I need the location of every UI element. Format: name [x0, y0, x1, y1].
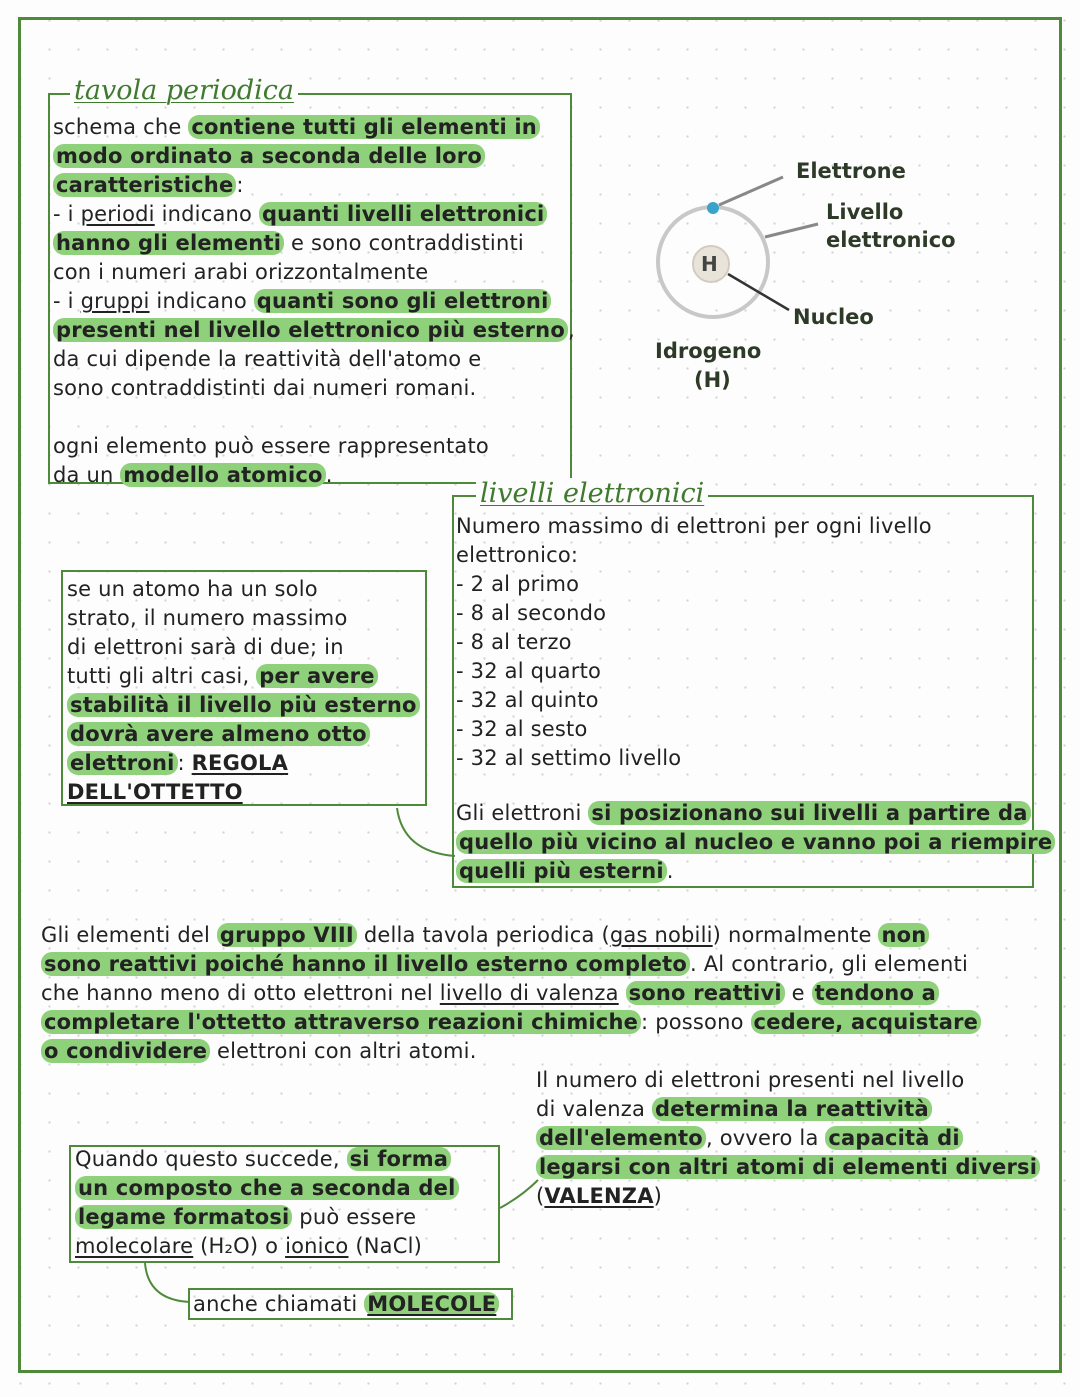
- nucleus-label: Nucleo: [793, 305, 874, 329]
- atom-symbol: (H): [694, 368, 731, 392]
- levels-intro-line2: elettronico:: [456, 543, 579, 567]
- list-item: - 8 al terzo: [456, 630, 572, 654]
- electron-levels-footer: Gli elettroni si posizionano sui livelli a partire da quello più vicino al nucleo e vanno poi a riempire quelli più esterni .: [456, 799, 1055, 886]
- nucleus-symbol: H: [701, 252, 718, 276]
- level-label-line2: elettronico: [826, 228, 956, 252]
- list-item: - 32 al sesto: [456, 717, 588, 741]
- nucleus-pointer: [728, 274, 789, 310]
- connector-compound-molecules: [145, 1263, 190, 1302]
- octet-rule-text: se un atomo ha un solo strato, il numero massimo di elettroni sarà di due; in tutti gli altri casi, per avere stabilità il livello più esterno dovrà avere almeno otto elettroni : REGOLA DELL'OTTETTO: [67, 575, 420, 807]
- electron-pointer: [719, 177, 783, 205]
- list-item: - 32 al settimo livello: [456, 746, 682, 770]
- levels-intro-line1: Numero massimo di elettroni per ogni livello: [456, 514, 932, 538]
- molecules-text: anche chiamati MOLECOLE: [193, 1290, 499, 1319]
- atom-name: Idrogeno: [655, 339, 762, 363]
- level-label-line1: Livello: [826, 200, 904, 224]
- connector-valence-compound: [500, 1180, 538, 1208]
- compound-text: Quando questo succede, si forma un composto che a seconda del legame formatosi può essere molecolare (H₂O) o ionico (NaCl): [75, 1145, 459, 1261]
- connector-octet-levels: [397, 808, 455, 856]
- electron-levels-title: livelli elettronici: [476, 478, 708, 509]
- level-pointer: [765, 224, 818, 237]
- electron-levels-text: [456, 512, 932, 773]
- list-item: - 32 al quinto: [456, 688, 599, 712]
- list-item: - 2 al primo: [456, 572, 580, 596]
- electron-label: Elettrone: [796, 159, 906, 183]
- valence-paragraph: Il numero di elettroni presenti nel livello di valenza determina la reattività dell'elemento , ovvero la capacità di legarsi con altri atomi di elementi diversi (VALENZA): [536, 1066, 1040, 1211]
- list-item: - 32 al quarto: [456, 659, 602, 683]
- periodic-table-title: tavola periodica: [70, 75, 298, 106]
- electron: [707, 202, 719, 214]
- noble-gases-paragraph: Gli elementi del gruppo VIII della tavola periodica (gas nobili) normalmente non sono reattivi poiché hanno il livello esterno completo . Al contrario, gli elementi che hanno meno di otto elettroni nel livello di valenza sono reattivi e tendono a completare l'ottetto attraverso reazioni chimiche : possono cedere, acquistare o condividere elettroni con altri atomi.: [41, 921, 981, 1066]
- list-item: - 8 al secondo: [456, 601, 607, 625]
- periodic-table-text: schema che contiene tutti gli elementi in modo ordinato a seconda delle loro caratteristiche : - i periodi indicano quanti livelli elettronici hanno gli elementi e sono contraddistinti con i numeri arabi orizzontalmente - i gruppi indicano quanti sono gli elettroni presenti nel livello elettronico più esterno , da cui dipende la reattività dell'atomo e sono contraddistinti dai numeri romani. ogni elemento può essere rappresentato da un modello atomico .: [53, 115, 575, 487]
